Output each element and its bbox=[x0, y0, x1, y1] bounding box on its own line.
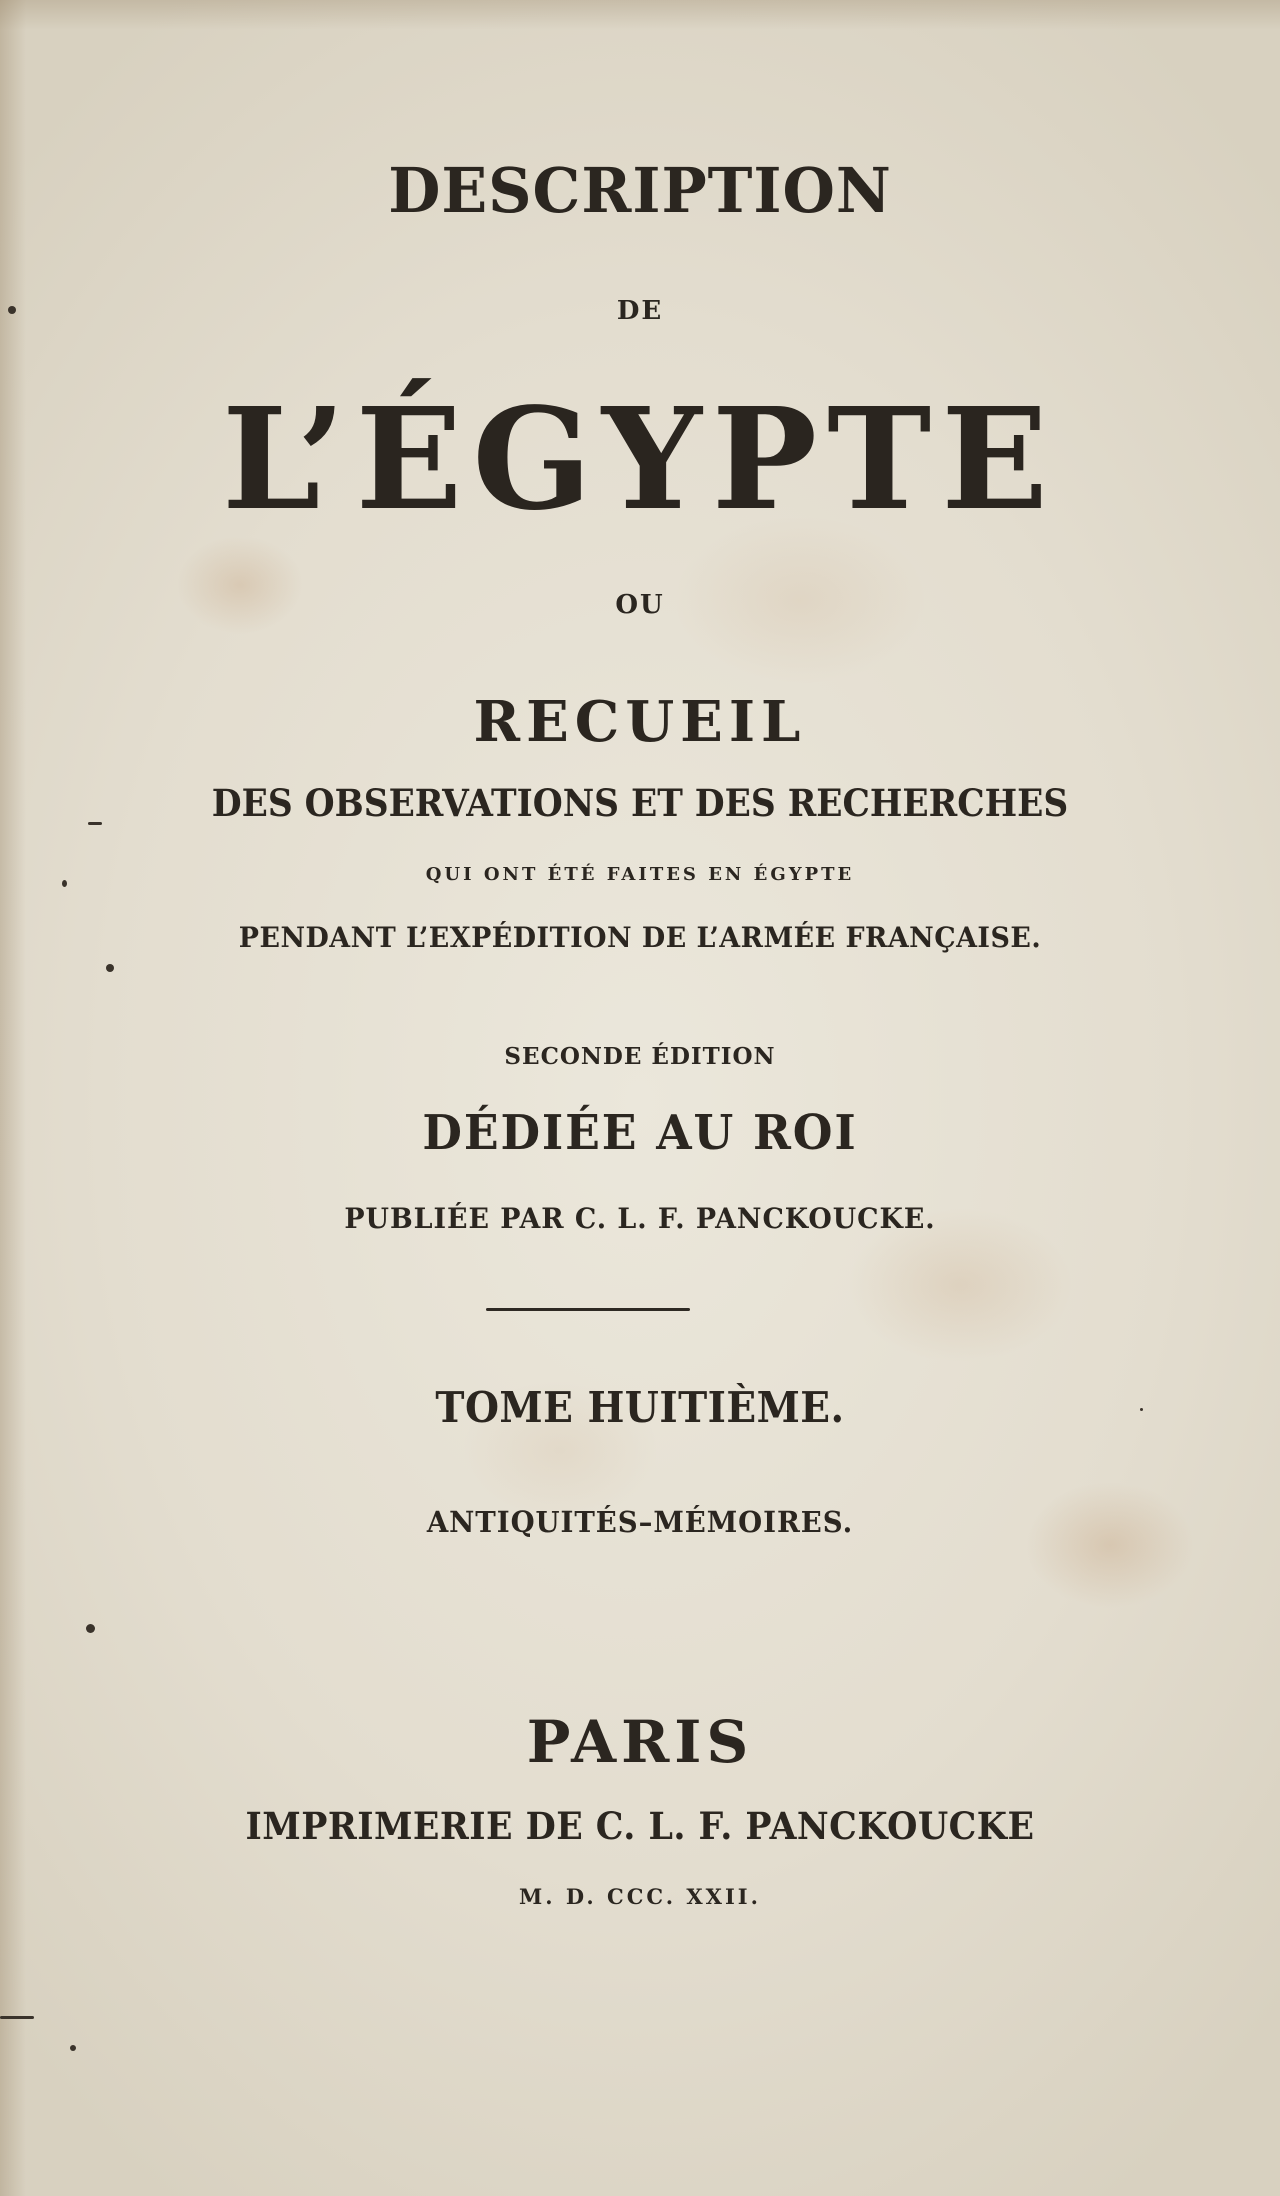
paper-speck bbox=[1140, 1408, 1143, 1411]
paper-speck bbox=[62, 880, 67, 887]
dedication: DÉDIÉE AU ROI bbox=[422, 1105, 858, 1161]
paper-speck bbox=[88, 822, 102, 825]
word-ou: OU bbox=[615, 590, 665, 620]
page-left-edge-shadow bbox=[0, 0, 26, 2196]
paper-speck bbox=[106, 964, 114, 972]
paper-speck bbox=[0, 2016, 34, 2019]
publisher-line: PUBLIÉE PAR C. L. F. PANCKOUCKE. bbox=[344, 1202, 936, 1235]
imprint-date: M. D. CCC. XXII. bbox=[519, 1884, 761, 1909]
heading-recueil: RECUEIL bbox=[473, 689, 807, 755]
subtitle-qui-ont: QUI ONT ÉTÉ FAITES EN ÉGYPTE bbox=[425, 864, 855, 885]
paper-speck bbox=[8, 306, 16, 314]
volume-subject: ANTIQUITÉS–MÉMOIRES. bbox=[426, 1505, 854, 1539]
imprint-printer: IMPRIMERIE DE C. L. F. PANCKOUCKE bbox=[245, 1804, 1035, 1848]
heading-egypte: L’ÉGYPTE bbox=[222, 378, 1058, 542]
imprint-city: PARIS bbox=[526, 1708, 754, 1776]
paper-speck bbox=[86, 1624, 95, 1633]
subtitle-observations: DES OBSERVATIONS ET DES RECHERCHES bbox=[211, 781, 1069, 825]
word-de: DE bbox=[616, 296, 664, 326]
paper-speck bbox=[70, 2045, 76, 2051]
edition-label: SECONDE ÉDITION bbox=[504, 1043, 776, 1070]
page-top-edge-shadow bbox=[0, 0, 1280, 30]
subtitle-pendant: PENDANT L’EXPÉDITION DE L’ARMÉE FRANÇAISE. bbox=[238, 921, 1042, 954]
volume-number: TOME HUITIÈME. bbox=[435, 1383, 845, 1432]
heading-description: DESCRIPTION bbox=[388, 154, 892, 227]
divider-rule bbox=[486, 1308, 690, 1311]
